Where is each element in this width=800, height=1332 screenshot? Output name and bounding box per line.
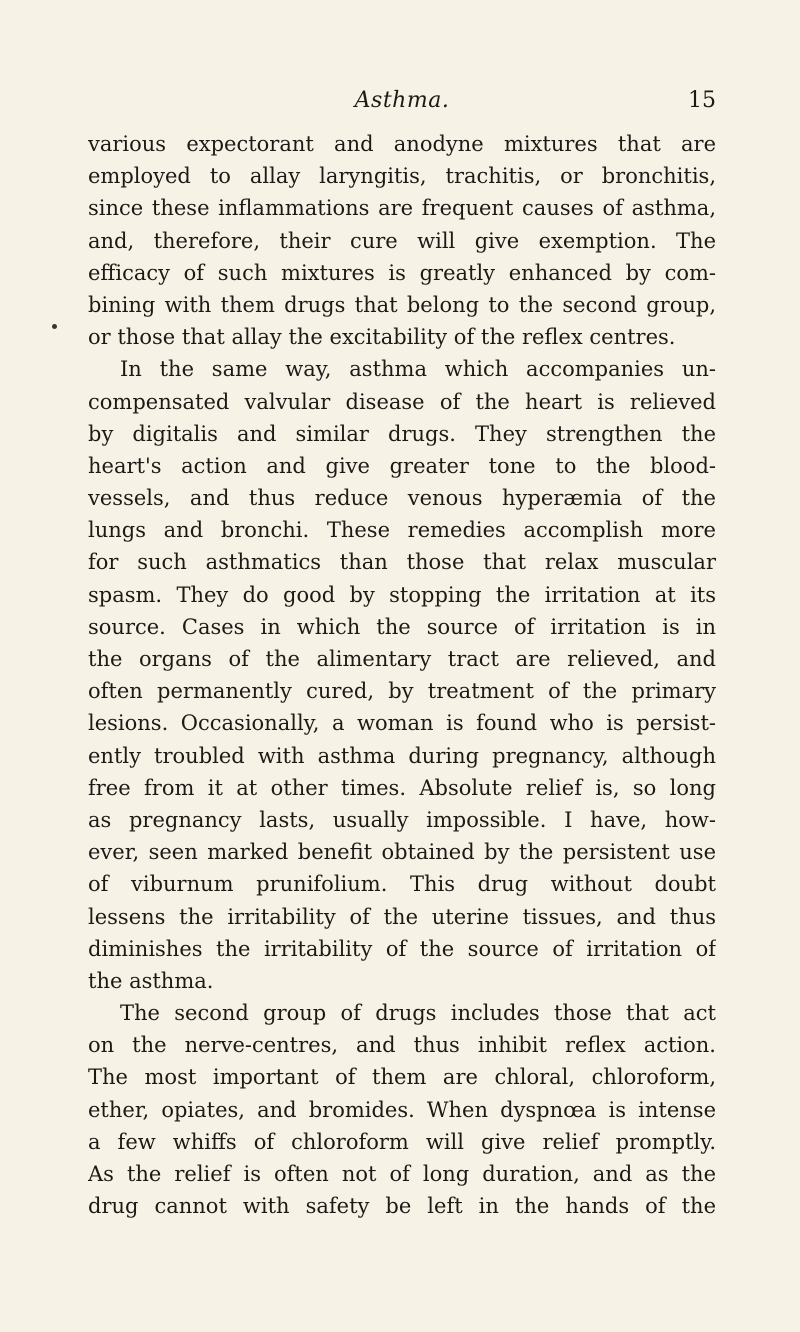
text-line: and, therefore, their cure will give exemption. The bbox=[88, 228, 716, 253]
page-header bbox=[88, 88, 716, 118]
text-line: or those that allay the excitability of the reflex centres. bbox=[88, 325, 676, 350]
margin-dot-mark bbox=[52, 324, 57, 329]
text-line: for such asthmatics than those that relax muscular bbox=[88, 550, 716, 575]
text-line: of viburnum prunifolium. This drug without doubt bbox=[88, 872, 716, 897]
text-line: ether, opiates, and bromides. When dyspnœa is intense bbox=[88, 1097, 716, 1122]
text-line: ever, seen marked benefit obtained by the persistent use bbox=[88, 840, 716, 865]
text-line: ently troubled with asthma during pregnancy, although bbox=[88, 743, 716, 768]
text-line: as pregnancy lasts, usually impossible. I have, how- bbox=[88, 807, 716, 832]
text-line: In the same way, asthma which accompanies un- bbox=[120, 357, 716, 382]
text-line: lessens the irritability of the uterine tissues, and thus bbox=[88, 904, 716, 929]
text-line: The second group of drugs includes those that act bbox=[120, 1001, 716, 1026]
text-line: The most important of them are chloral, chloroform, bbox=[88, 1065, 716, 1090]
text-line: As the relief is often not of long duration, and as the bbox=[88, 1162, 716, 1186]
text-line: by digitalis and similar drugs. They strengthen the bbox=[88, 421, 716, 446]
text-line: compensated valvular disease of the heart is relieved bbox=[88, 389, 716, 414]
text-line: free from it at other times. Absolute relief is, so long bbox=[88, 775, 716, 800]
text-line: diminishes the irritability of the source of irritation of bbox=[88, 936, 716, 961]
text-line: employed to allay laryngitis, trachitis, or bronchitis, bbox=[88, 164, 716, 189]
text-line: on the nerve-centres, and thus inhibit reflex action. bbox=[88, 1033, 716, 1058]
text-line: bining with them drugs that belong to the second group, bbox=[88, 292, 716, 317]
page-number: 15 bbox=[688, 88, 716, 113]
text-line: efficacy of such mixtures is greatly enhanced by com- bbox=[88, 260, 716, 285]
text-line: lesions. Occasionally, a woman is found who is persist- bbox=[88, 711, 716, 736]
text-line: heart's action and give greater tone to the blood- bbox=[88, 453, 716, 478]
text-line: the asthma. bbox=[88, 968, 214, 993]
text-line: drug cannot with safety be left in the hands of the bbox=[88, 1194, 716, 1219]
text-line: lungs and bronchi. These remedies accomplish more bbox=[88, 518, 716, 543]
text-line: source. Cases in which the source of irritation is in bbox=[88, 614, 716, 639]
text-line: various expectorant and anodyne mixtures that are bbox=[88, 132, 716, 156]
text-line: a few whiffs of chloroform will give relief promptly. bbox=[88, 1129, 716, 1154]
text-line: vessels, and thus reduce venous hyperæmia of the bbox=[88, 486, 716, 511]
running-title: Asthma. bbox=[354, 88, 450, 113]
text-line: often permanently cured, by treatment of the primary bbox=[88, 679, 716, 704]
text-line: spasm. They do good by stopping the irritation at its bbox=[88, 582, 716, 607]
text-line: since these inflammations are frequent causes of asthma, bbox=[88, 196, 716, 221]
body-text bbox=[88, 128, 716, 1222]
text-line: the organs of the alimentary tract are relieved, and bbox=[88, 647, 716, 671]
